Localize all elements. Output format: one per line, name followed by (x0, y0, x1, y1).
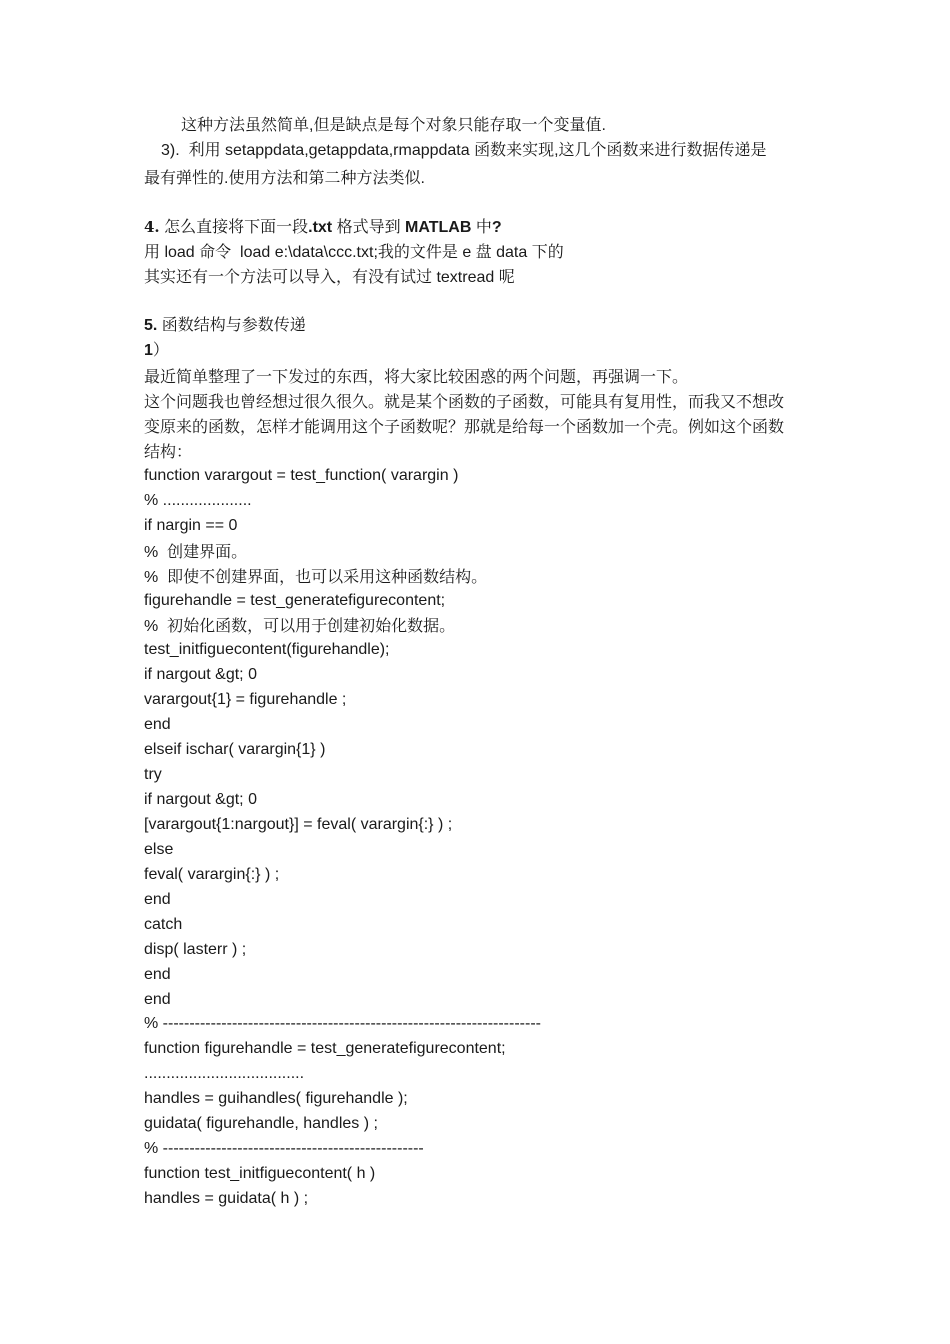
section-4-title-question: ? (491, 219, 502, 236)
code-separator-line: % ----------------------------------------------------------------------- (144, 1015, 541, 1032)
code-separator-line: % ------------------------------------------------- (144, 1140, 424, 1157)
code-comment-line: % 创建界面。 (144, 544, 248, 561)
section-4-title-txt: .txt (308, 219, 333, 236)
section-5-title: 函数结构与参数传递 (157, 317, 306, 334)
code-line: end (144, 966, 171, 983)
code-comment-line: % 即使不创建界面，也可以采用这种函数结构。 (144, 569, 488, 586)
section-4-number: 4. (144, 218, 160, 236)
section-5-number: 5. (144, 317, 158, 334)
code-line: [varargout{1:nargout}] = feval( varargin{:} ) ; (144, 816, 453, 833)
code-line: .................................... (144, 1065, 305, 1082)
code-line: % .................... (144, 492, 252, 509)
code-line: if nargin == 0 (144, 517, 238, 534)
code-line: if nargout &gt; 0 (144, 666, 257, 683)
code-line: figurehandle = test_generatefigurecontent; (144, 592, 446, 609)
code-line: feval( varargin{:} ) ; (144, 866, 280, 883)
section-5-para-2c: 结构： (144, 444, 193, 461)
section-4-heading (144, 215, 502, 240)
code-line: catch (144, 916, 183, 933)
code-line: elseif ischar( varargin{1} ) (144, 741, 326, 758)
section-4-title-mid: 格式导到 (332, 219, 406, 236)
section-5-para-1: 最近简单整理了一下发过的东西，将大家比较困惑的两个问题，再强调一下。 (144, 369, 689, 386)
code-line: if nargout &gt; 0 (144, 791, 257, 808)
code-comment-line: % 初始化函数，可以用于创建初始化数据。 (144, 618, 456, 635)
code-line: test_initfiguecontent(figurehandle); (144, 641, 390, 658)
section-4-title-matlab: MATLAB (405, 219, 472, 236)
code-line: end (144, 991, 171, 1008)
code-line: end (144, 891, 171, 908)
code-line: handles = guihandles( figurehandle ); (144, 1090, 408, 1107)
code-line: function test_initfiguecontent( h ) (144, 1165, 376, 1182)
code-line: else (144, 841, 174, 858)
section-5-sub-paren: ） (152, 342, 169, 359)
section-4-line-2: 其实还有一个方法可以导入，有没有试过 textread 呢 (144, 269, 515, 286)
section-5-heading (144, 313, 306, 338)
intro-line-2: 3). 利用 setappdata,getappdata,rmappdata 函数来实现,这几个函数来进行数据传递是 (161, 142, 767, 159)
intro-line-1: 这种方法虽然简单,但是缺点是每个对象只能存取一个变量值. (181, 117, 606, 134)
code-line: guidata( figurehandle, handles ) ; (144, 1115, 378, 1132)
code-line: disp( lasterr ) ; (144, 941, 247, 958)
intro-line-3: 最有弹性的.使用方法和第二种方法类似. (144, 170, 425, 187)
code-line: handles = guidata( h ) ; (144, 1190, 309, 1207)
section-5-sub-heading (144, 338, 169, 363)
section-5-para-2a: 这个问题我也曾经想过很久很久。就是某个函数的子函数，可能具有复用性，而我又不想改 (144, 394, 785, 411)
section-4-title-post: 中 (471, 219, 492, 236)
code-line: varargout{1} = figurehandle ; (144, 691, 347, 708)
code-line: end (144, 716, 171, 733)
section-5-sub-number: 1 (144, 342, 153, 359)
code-line: try (144, 766, 162, 783)
section-4-title-pre: 怎么直接将下面一段 (159, 219, 309, 236)
section-4-line-1: 用 load 命令 load e:\data\ccc.txt;我的文件是 e 盘 data 下的 (144, 244, 564, 261)
section-5-para-2b: 变原来的函数，怎样才能调用这个子函数呢？那就是给每一个函数加一个壳。例如这个函数 (144, 419, 785, 436)
code-line: function figurehandle = test_generatefigurecontent; (144, 1040, 506, 1057)
code-line: function varargout = test_function( varargin ) (144, 467, 459, 484)
